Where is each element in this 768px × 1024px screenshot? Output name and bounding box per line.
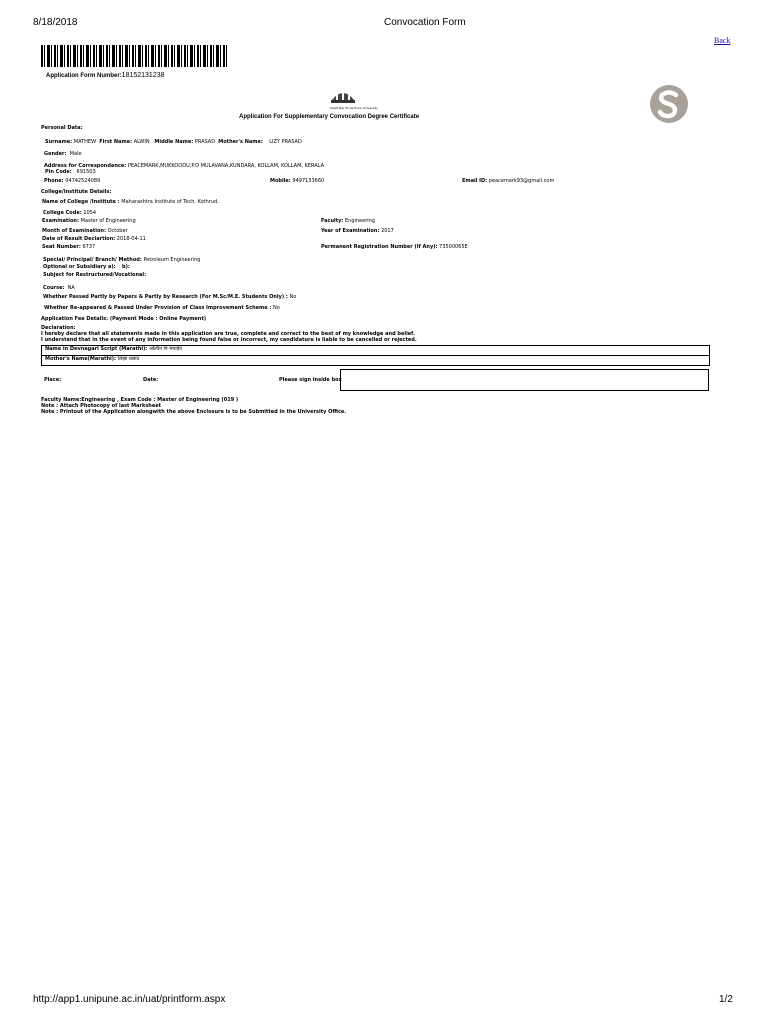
- devanagari-mother-row: Mother's Name(Marathi): लिझा प्रसाद: [45, 356, 140, 362]
- gender-row: Gender: Male: [44, 151, 82, 157]
- personal-data-heading: Personal Data:: [41, 125, 83, 131]
- mobile-row: Mobile: 9497133660: [270, 178, 325, 184]
- college-name-row: Name of College /Institute : Maharashtra Institute of Tech. Kothrud,: [42, 199, 219, 205]
- s-badge-logo: [648, 84, 691, 124]
- college-heading: College/Institute Details:: [41, 189, 112, 195]
- exam-year-row: Year of Examination: 2017: [321, 228, 394, 234]
- research-row: Whether Passed Partly by Papers & Partly by Research (For M.Sc/M.E. Students Only) : No: [43, 294, 297, 300]
- address-row: Address for Correspondence: PEACEMARK,MUKKOODU,P.O MULAVANA,KUNDARA, KOLLAM, KOLLAM, KERALA: [44, 163, 325, 169]
- print-date: 8/18/2018: [33, 17, 78, 28]
- exam-month-row: Month of Examination: October: [42, 228, 128, 234]
- result-date-row: Date of Result Declartion: 2018-04-11: [42, 236, 146, 242]
- name-row: Surname: MATHEW First Name: ALWIN Middle Name: PRASAD Mother's Name: LIZY PRASAD: [45, 139, 302, 145]
- course-row: Course: NA: [43, 285, 75, 291]
- signature-box: [340, 369, 709, 391]
- page-number: 1/2: [719, 994, 733, 1005]
- place-label: Place:: [44, 377, 62, 383]
- notes: Faculty Name:Engineering , Exam Code : Master of Engineering (019 ) Note : Attach Photocopy of last Marksheet Note : Printout of the Application alongwith the above Enclosure is to be Submitted in the University Office.: [41, 397, 347, 415]
- application-form-number: Application Form Number:18152131238: [46, 72, 165, 79]
- back-link[interactable]: Back: [714, 36, 731, 45]
- date-label: Date:: [143, 377, 159, 383]
- fee-details: Application Fee Details: (Payment Mode : Online Payment): [41, 316, 207, 322]
- devanagari-names-table: [41, 345, 710, 366]
- prn-row: Permanent Registration Number (If Any): 73500065E: [321, 244, 468, 250]
- barcode: [41, 45, 229, 67]
- faculty-row: Faculty: Engineering: [321, 218, 375, 224]
- print-title: Convocation Form: [384, 17, 466, 28]
- sign-label: Please sign inside box: [279, 377, 342, 383]
- devanagari-name-row: Name in Devnagari Script (Marathi): अल्विन पि मथाईव: [42, 346, 709, 356]
- form-title: Application For Supplementary Convocation Degree Certificate: [239, 114, 420, 120]
- seat-number-row: Seat Number: 6737: [42, 244, 96, 250]
- print-url: http://app1.unipune.ac.in/uat/printform.aspx: [33, 994, 226, 1005]
- reappeared-row: Whether Re-appeared & Passed Under Provision of Class Improvement Scheme : No: [44, 305, 280, 311]
- optional-subsidiary-row: Optional or Subsidiary a): b):: [43, 264, 130, 270]
- examination-row: Examination: Master of Engineering: [42, 218, 136, 224]
- special-branch-row: Special/ Principal/ Branch/ Method: Petroleum Engineering: [43, 257, 201, 263]
- email-row: Email ID: peacemark93@gmail.com: [462, 178, 555, 184]
- phone-row: Phone: 04742524089: [44, 178, 101, 184]
- logo-caption: Savitribai Phule Pune University: [330, 106, 378, 110]
- college-code-row: College Code: 1054: [43, 210, 97, 216]
- restructured-row: Subject for Restructured/Vocational:: [43, 272, 147, 278]
- pin-row: Pin Code: 691503: [45, 169, 96, 175]
- declaration: Declaration: I hereby declare that all statements made in this application are true, complete and correct to the best of my knowledge and belief. I understand that in the event of any information being found false or incorrect, my candidature is liable to be cancelled or rejected.: [41, 325, 417, 343]
